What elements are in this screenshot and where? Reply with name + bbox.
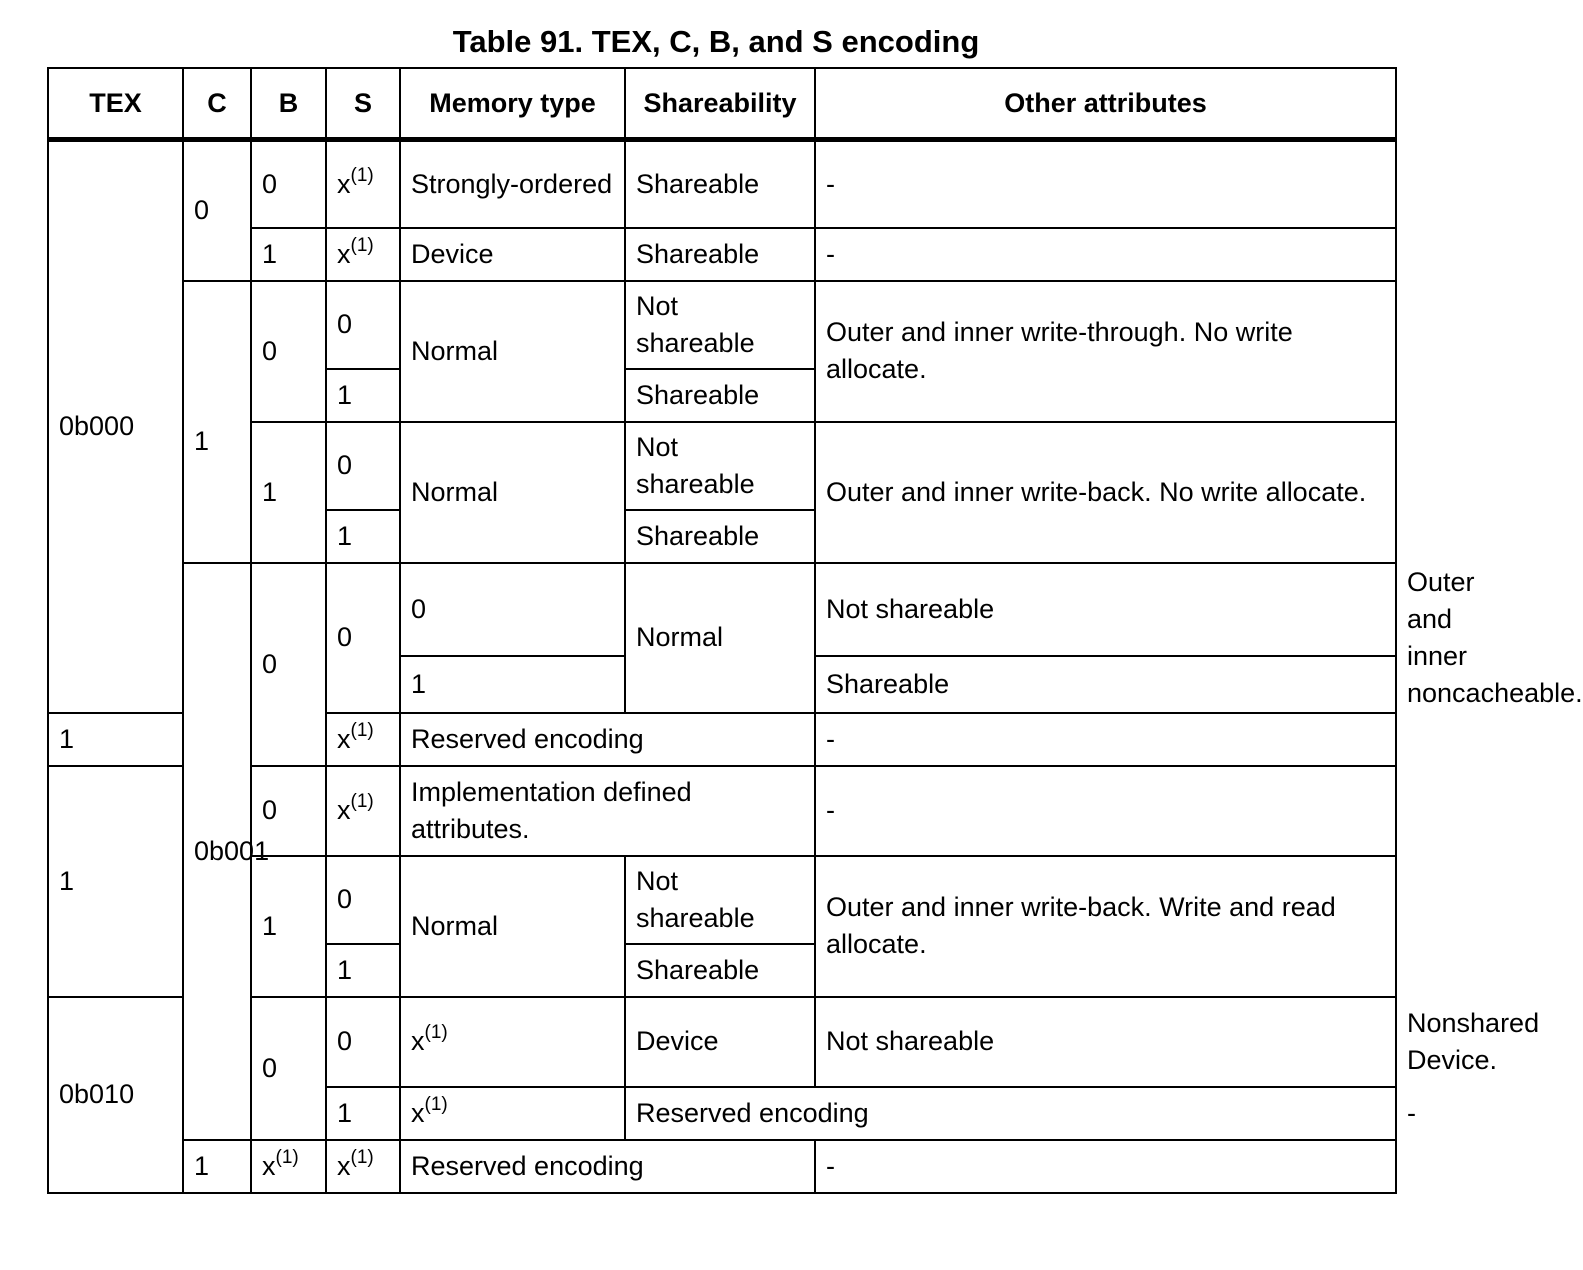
header-other-attributes: Other attributes	[815, 68, 1396, 140]
c-cell: 0	[251, 563, 326, 766]
footnote-ref: (1)	[350, 234, 374, 256]
s-cell	[326, 140, 400, 228]
memory-type-cell: Device	[625, 997, 815, 1087]
c-cell: 0	[183, 140, 251, 281]
s-value: x	[337, 168, 351, 199]
tex-cell: 0b000	[48, 140, 183, 713]
other-attributes-cell: Outer and inner write-back. Write and read allocate.	[815, 856, 1396, 997]
footnote-ref: (1)	[350, 791, 374, 812]
shareability-cell: Not shareable	[625, 281, 815, 369]
header-tex: TEX	[48, 68, 183, 140]
header-memory-type: Memory type	[400, 68, 625, 140]
table-row	[48, 281, 1396, 369]
footnote-ref: (1)	[350, 719, 374, 741]
other-attributes-cell: -	[815, 1140, 1396, 1193]
s-cell	[326, 1140, 400, 1193]
memory-type-cell: Reserved encoding	[625, 1087, 1396, 1140]
memory-type-cell: Reserved encoding	[400, 713, 815, 766]
s-cell	[400, 1087, 625, 1140]
header-row	[48, 68, 1396, 140]
b-cell: 1	[48, 713, 183, 766]
memory-type-cell: Normal	[400, 856, 625, 997]
shareability-cell: Shareable	[625, 369, 815, 422]
s-cell: 0	[400, 563, 625, 657]
table-row	[48, 140, 1396, 228]
s-cell: 0	[326, 281, 400, 369]
header-c: C	[183, 68, 251, 140]
memory-type-cell: Normal	[400, 281, 625, 422]
s-cell	[400, 997, 625, 1087]
shareability-cell: Shareable	[625, 228, 815, 281]
other-attributes-cell: -	[815, 713, 1396, 766]
other-attributes-cell: Outer and inner write-through. No write allocate.	[815, 281, 1396, 422]
s-cell: 0	[326, 856, 400, 944]
s-value: x	[337, 1150, 351, 1181]
b-cell: 0	[326, 997, 400, 1087]
footnote-ref: (1)	[424, 1022, 448, 1043]
s-value: x	[337, 795, 351, 825]
shareability-cell: Shareable	[815, 656, 1396, 712]
b-cell: 0	[251, 281, 326, 422]
footnote-ref: (1)	[350, 1146, 374, 1168]
s-cell: 0	[326, 422, 400, 510]
b-cell: 0	[251, 766, 326, 856]
other-attributes-cell: -	[815, 140, 1396, 228]
b-cell: 1	[251, 422, 326, 563]
c-cell: 1	[183, 1140, 251, 1193]
shareability-cell: Not shareable	[625, 856, 815, 944]
table-row	[48, 422, 1396, 510]
b-cell: 0	[326, 563, 400, 713]
footnote-ref: (1)	[275, 1146, 299, 1168]
s-value: x	[411, 1026, 425, 1056]
tex-cell: 0b010	[48, 997, 183, 1193]
shareability-cell: Shareable	[625, 140, 815, 228]
s-value: x	[337, 238, 351, 269]
s-cell	[326, 713, 400, 766]
footnote-ref: (1)	[350, 164, 374, 186]
b-value: x	[262, 1150, 276, 1181]
shareability-cell: Not shareable	[815, 997, 1396, 1087]
table-row	[48, 228, 1396, 281]
shareability-cell: Not shareable	[625, 422, 815, 510]
b-cell: 1	[326, 1087, 400, 1140]
header-s: S	[326, 68, 400, 140]
b-cell: 0	[251, 140, 326, 228]
c-cell: 1	[48, 766, 183, 997]
other-attributes-cell: -	[815, 228, 1396, 281]
b-cell: 1	[251, 856, 326, 997]
b-cell	[251, 1140, 326, 1193]
c-cell: 1	[183, 281, 251, 563]
s-cell	[326, 228, 400, 281]
other-attributes-cell: -	[815, 766, 1396, 856]
s-cell: 1	[326, 944, 400, 997]
s-value: x	[411, 1097, 425, 1128]
s-cell: 1	[326, 510, 400, 563]
s-cell	[326, 766, 400, 856]
encoding-table	[47, 67, 1583, 1194]
tex-cell: 0b001	[183, 563, 251, 1140]
memory-type-cell: Reserved encoding	[400, 1140, 815, 1193]
b-cell: 1	[251, 228, 326, 281]
table-row: 1 $x^{(1)}$ Reserved encoding -	[48, 1087, 1396, 1140]
memory-type-cell: Normal	[625, 563, 815, 713]
memory-type-cell: Normal	[400, 422, 625, 563]
header-b: B	[251, 68, 326, 140]
shareability-cell: Not shareable	[815, 563, 1396, 657]
shareability-cell: Shareable	[625, 944, 815, 997]
shareability-cell: Shareable	[625, 510, 815, 563]
s-cell: 1	[326, 369, 400, 422]
footnote-ref: (1)	[424, 1093, 448, 1115]
memory-type-cell: Device	[400, 228, 625, 281]
memory-type-cell: Strongly-ordered	[400, 140, 625, 228]
header-shareability: Shareability	[625, 68, 815, 140]
c-cell: 0	[251, 997, 326, 1140]
table-row	[48, 1140, 1396, 1193]
s-cell: 1	[400, 656, 625, 712]
s-value: x	[337, 723, 351, 754]
memory-type-cell: Implementation defined attributes.	[400, 766, 815, 856]
table-row: 0b001 0 0 0 Normal Not shareable Outer and inner noncacheable.	[48, 563, 1396, 657]
other-attributes-cell: Outer and inner write-back. No write allocate.	[815, 422, 1396, 563]
table-caption: Table 91. TEX, C, B, and S encoding	[452, 24, 980, 59]
table-row: 0b010 0 0 $x^{(1)}$ Device Not shareable Nonshared Device.	[48, 997, 1396, 1087]
